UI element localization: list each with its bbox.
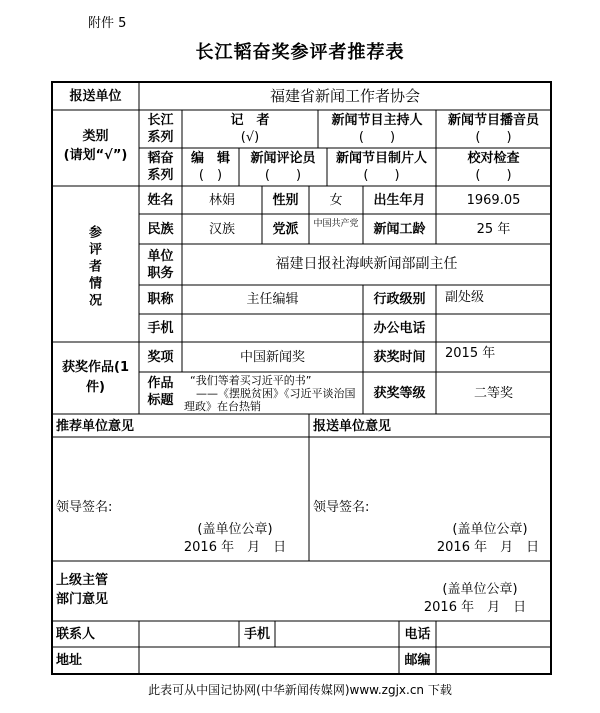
birth-value: 1969.05 bbox=[466, 193, 521, 208]
recommending-unit-value: 福建省新闻工作者协会 bbox=[269, 87, 420, 105]
category-editor: 编 辑 bbox=[190, 151, 230, 166]
contact-label: 联系人 bbox=[56, 627, 96, 642]
admin-level-label: 行政级别 bbox=[373, 292, 426, 307]
superior-label-1: 上级主管 bbox=[56, 573, 109, 588]
taofen-label-2: 系列 bbox=[147, 168, 174, 183]
submit-seal: (盖单位公章) bbox=[452, 522, 528, 537]
footer-note: 此表可从中国记协网(中华新闻传媒网)www.zgjx.cn 下载 bbox=[148, 683, 452, 697]
award-label: 奖项 bbox=[147, 350, 174, 365]
birth-label: 出生年月 bbox=[373, 193, 426, 208]
recommending-unit-label: 报送单位 bbox=[69, 89, 122, 104]
category-proofreader: 校对检查 bbox=[467, 151, 520, 166]
candidate-section-label: 参评者情况 bbox=[86, 224, 101, 310]
recommend-leader-sign: 领导签名: bbox=[56, 500, 113, 515]
attachment-label: 附件 5 bbox=[88, 16, 127, 31]
category-hint: (请划“√”) bbox=[63, 148, 128, 163]
name-value: 林娟 bbox=[208, 193, 235, 208]
recommend-opinion-label: 推荐单位意见 bbox=[56, 419, 135, 434]
gender-value: 女 bbox=[329, 193, 343, 208]
category-label: 类别 bbox=[82, 129, 109, 144]
name-label: 姓名 bbox=[147, 193, 174, 208]
category-host: 新闻节目主持人 bbox=[331, 113, 423, 128]
superior-date: 2016 年 月 日 bbox=[423, 600, 527, 615]
award-grade-value: 二等奖 bbox=[473, 386, 513, 401]
party-label: 党派 bbox=[272, 222, 299, 237]
ethnicity-value: 汉族 bbox=[208, 222, 235, 237]
award-time-label: 获奖时间 bbox=[373, 350, 426, 365]
award-grade-label: 获奖等级 bbox=[373, 386, 426, 401]
award-time-value: 2015 年 bbox=[445, 346, 496, 361]
gender-label: 性别 bbox=[272, 193, 299, 208]
submit-date: 2016 年 月 日 bbox=[436, 540, 540, 555]
category-reporter: 记 者 bbox=[230, 113, 270, 128]
rank-value: 主任编辑 bbox=[246, 292, 299, 307]
submit-leader-sign: 领导签名: bbox=[313, 500, 370, 515]
years-label: 新闻工龄 bbox=[373, 222, 426, 237]
category-commentator-mark[interactable]: ( ) bbox=[264, 168, 302, 183]
award-value: 中国新闻奖 bbox=[239, 350, 305, 365]
work-title-line-1: “我们等着买习近平的书” bbox=[190, 374, 312, 387]
work-title-label-2: 标题 bbox=[147, 393, 174, 408]
taofen-label-1: 韬奋 bbox=[147, 151, 174, 166]
unit-title-label-2: 职务 bbox=[147, 266, 174, 281]
category-commentator: 新闻评论员 bbox=[250, 151, 316, 166]
category-announcer: 新闻节目播音员 bbox=[447, 113, 539, 128]
superior-label-2: 部门意见 bbox=[56, 592, 109, 607]
changjiang-label-2: 系列 bbox=[147, 130, 174, 145]
category-proofreader-mark[interactable]: ( ) bbox=[475, 168, 512, 183]
work-section-label-1: 获奖作品(1 bbox=[62, 360, 129, 375]
form-title: 长江韬奋奖参评者推荐表 bbox=[195, 42, 405, 63]
address-label: 地址 bbox=[56, 653, 83, 668]
recommend-seal: (盖单位公章) bbox=[197, 522, 273, 537]
unit-title-label-1: 单位 bbox=[147, 249, 174, 264]
category-host-mark[interactable]: ( ) bbox=[358, 130, 396, 145]
submit-opinion-label: 报送单位意见 bbox=[313, 419, 392, 434]
years-value: 25 年 bbox=[476, 222, 511, 237]
category-announcer-mark[interactable]: ( ) bbox=[475, 130, 512, 145]
ethnicity-label: 民族 bbox=[147, 222, 174, 237]
work-title-line-2: ——《摆脱贫困》《习近平谈治国理政》在台热销 bbox=[184, 387, 356, 413]
category-reporter-mark[interactable]: (√) bbox=[240, 130, 260, 145]
category-producer-mark[interactable]: ( ) bbox=[363, 168, 400, 183]
changjiang-label-1: 长江 bbox=[147, 113, 174, 128]
category-producer: 新闻节目制片人 bbox=[335, 151, 427, 166]
office-phone-label: 办公电话 bbox=[373, 321, 426, 336]
rank-label: 职称 bbox=[147, 292, 174, 307]
contact-mobile-label: 手机 bbox=[243, 627, 270, 642]
contact-phone-label: 电话 bbox=[404, 627, 431, 642]
recommend-date: 2016 年 月 日 bbox=[183, 540, 287, 555]
category-editor-mark[interactable]: ( ) bbox=[198, 168, 223, 183]
mobile-label: 手机 bbox=[147, 321, 174, 336]
superior-seal: (盖单位公章) bbox=[442, 582, 518, 597]
work-title-label-1: 作品 bbox=[147, 376, 174, 391]
party-value: 中国共产党 bbox=[313, 219, 359, 229]
postcode-label: 邮编 bbox=[404, 653, 431, 668]
admin-level-value: 副处级 bbox=[445, 290, 485, 305]
work-section-label-2: 件) bbox=[86, 380, 105, 395]
unit-title-value: 福建日报社海峡新闻部副主任 bbox=[275, 256, 458, 272]
